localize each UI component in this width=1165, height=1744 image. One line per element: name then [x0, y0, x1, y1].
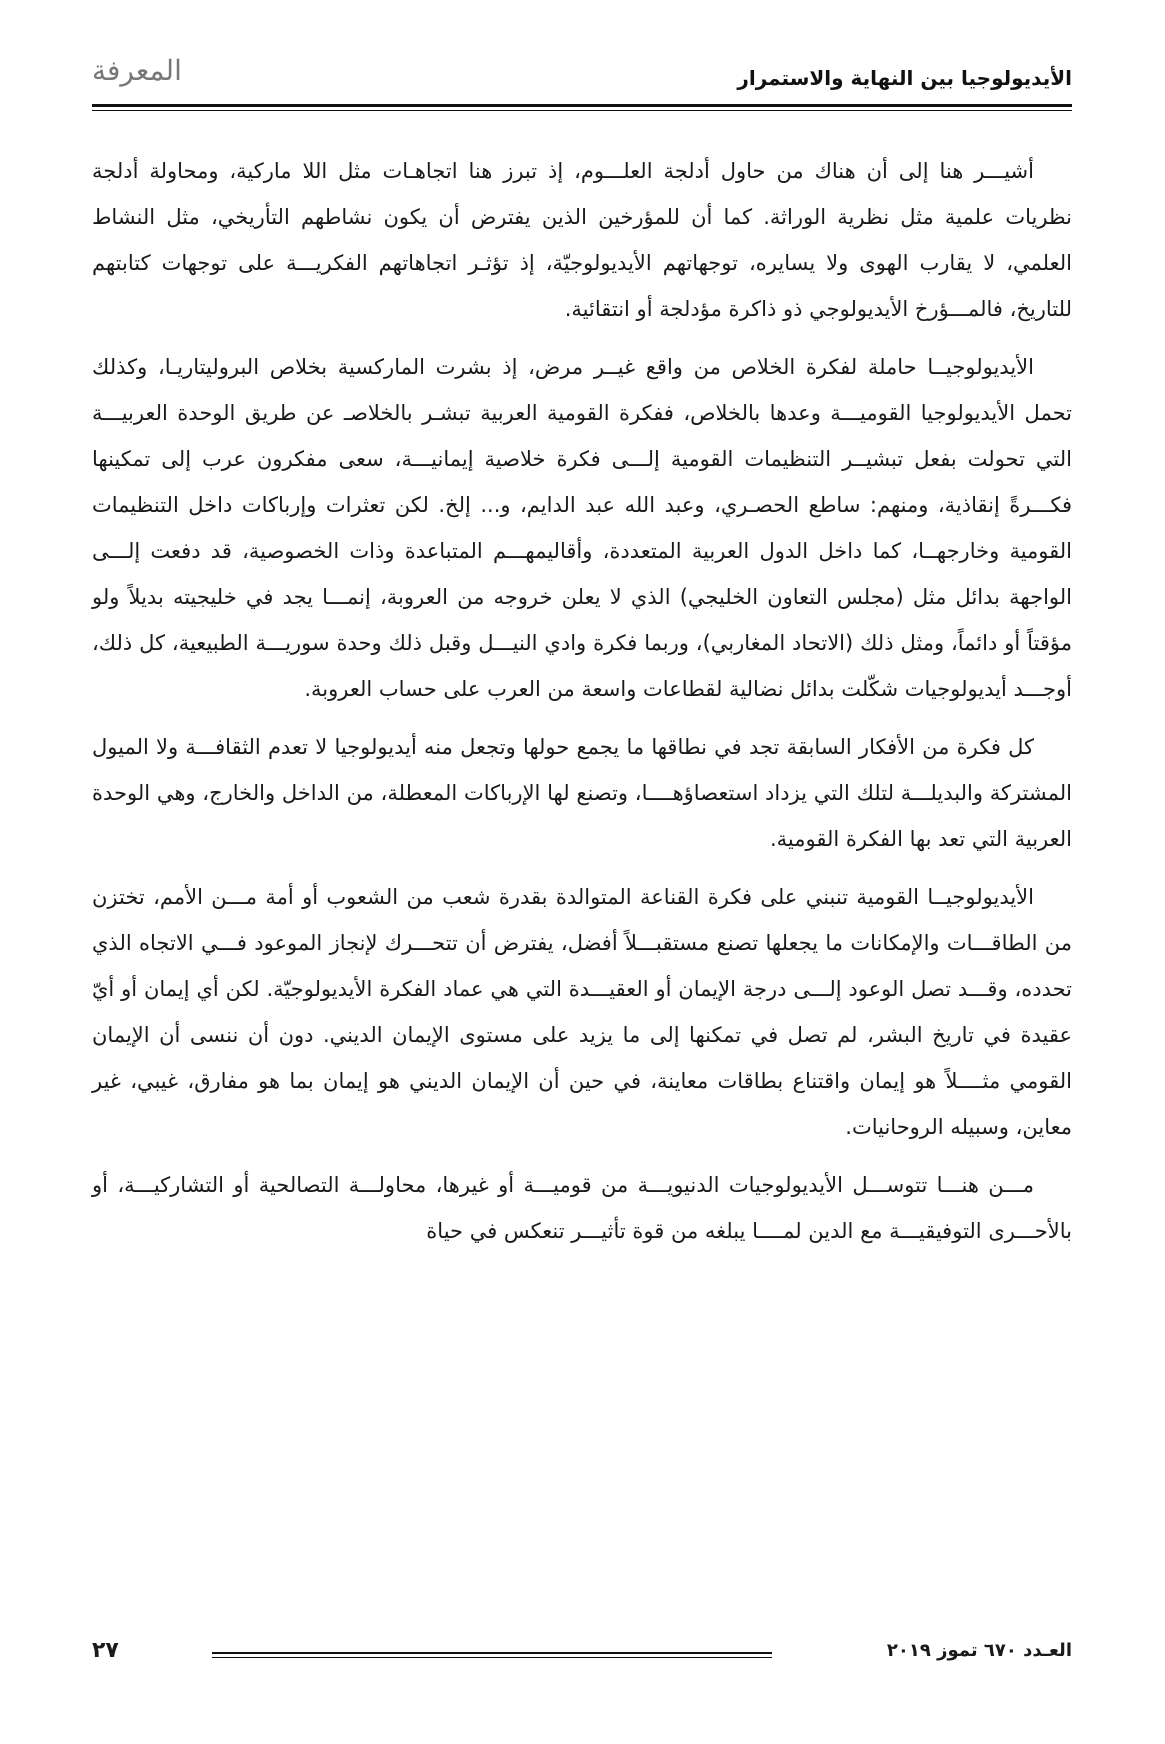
paragraph-5: مـــن هنـــا تتوســـل الأيديولوجيات الدنيويـــة من قوميـــة أو غيرها، محاولـــة التصالحية أو التشاركيـــة، أو بالأحـــرى التوفيقيـــة مع الدين لمــــا يبلغه من قوة تأثيـــر تنعكس في حياة: [92, 1173, 1072, 1243]
page-header: [92, 52, 1072, 92]
footer-rule-thin: [212, 1657, 772, 1658]
paragraph-1: أشيـــر هنا إلى أن هناك من حاول أدلجة العلـــوم، إذ تبرز هنا اتجاهـات مثل اللا ماركية، ومحاولة أدلجة نظريات علمية مثل نظرية الوراثة. كما أن للمؤرخين الذين يفترض أن يكون نشاطهم التأريخي، مثل النشاط العلمي، لا يقارب الهوى ولا يسايره، توجهاتهم الأيديولوجيّة، إذ تؤثـر اتجاهاتهم الفكريـــة على توجهات كتابتهم للتاريخ، فالمـــؤرخ الأيديولوجي ذو ذاكرة مؤدلجة أو انتقائية.: [92, 159, 1072, 321]
article-body: [92, 148, 1072, 1266]
header-rule-thin: [92, 110, 1072, 111]
paragraph-3: كل فكرة من الأفكار السابقة تجد في نطاقها ما يجمع حولها وتجعل منه أيديولوجيا لا تعدم الثقافـــة ولا الميول المشتركة والبديلـــة لتلك التي يزداد استعصاؤهــــا، وتصنع لها الإرباكات المعطلة، من الداخل والخارج، وهي الوحدة العربية التي تعد بها الفكرة القومية.: [92, 735, 1072, 851]
paragraph-4: الأيديولوجيــا القومية تنبني على فكرة القناعة المتوالدة بقدرة شعب من الشعوب أو أمة مـــن الأمم، تختزن من الطاقـــات والإمكانات ما يجعلها تصنع مستقبـــلاً أفضل، يفترض أن تتحـــرك لإنجاز الموعود فـــي الاتجاه الذي تحدده، وقـــد تصل الوعود إلـــى درجة الإيمان أو العقيـــدة التي هي عماد الفكرة الأيديولوجيّة. لكن أي إيمان أو أيّ عقيدة في تاريخ البشر، لم تصل في تمكنها إلى ما يزيد على مستوى الإيمان الديني. دون أن ننسى أن الإيمان القومي مثــــلاً هو إيمان واقتناع بطاقات معاينة، في حين أن الإيمان الديني هو إيمان بما هو مفارق، غيبي، غير معاين، وسبيله الروحانيات.: [92, 885, 1072, 1139]
running-title: الأيديولوجيا بين النهاية والاستمرار: [737, 66, 1072, 90]
footer-rule-thick: [212, 1652, 772, 1654]
magazine-logo: المعرفة: [92, 54, 182, 87]
header-rule-thick: [92, 104, 1072, 107]
issue-info: العـدد ٦٧٠ تموز ٢٠١٩: [886, 1640, 1072, 1661]
page-number: ٢٧: [92, 1638, 119, 1663]
paragraph-2: الأيديولوجيــا حاملة لفكرة الخلاص من واقع غيــر مرض، إذ بشرت الماركسية بخلاص البروليتاريـا، وكذلك تحمل الأيديولوجيا القوميـــة وعدها بالخلاص، ففكرة القومية العربية تبشـر بالخلاصـ عن طريق الوحدة العربيـــة التي تحولت بفعل تبشيــر التنظيمات القومية إلـــى فكرة خلاصية إيمانيـــة، سعى مفكرون عرب إلى تمكينها فكـــرةً إنقاذية، ومنهم: ساطع الحصـري، وعبد الله عبد الدايم، و... إلخ. لكن تعثرات وإرباكات داخل التنظيمات القومية وخارجهــا، كما داخل الدول العربية المتعددة، وأقاليمهـــم المتباعدة وذات الخصوصية، قد دفعت إلـــى الواجهة بدائل مثل (مجلس التعاون الخليجي) الذي لا يعلن خروجه من العروبة، إنمـــا يجد في خليجيته بديلاً ولو مؤقتاً أو دائماً، ومثل ذلك (الاتحاد المغاربي)، وربما فكرة وادي النيـــل وقبل ذلك وحدة سوريـــة الطبيعية، كل ذلك، أوجـــد أيديولوجيات شكّلت بدائل نضالية لقطاعات واسعة من العرب على حساب العروبة.: [92, 355, 1072, 701]
page-footer: [92, 1638, 1072, 1668]
